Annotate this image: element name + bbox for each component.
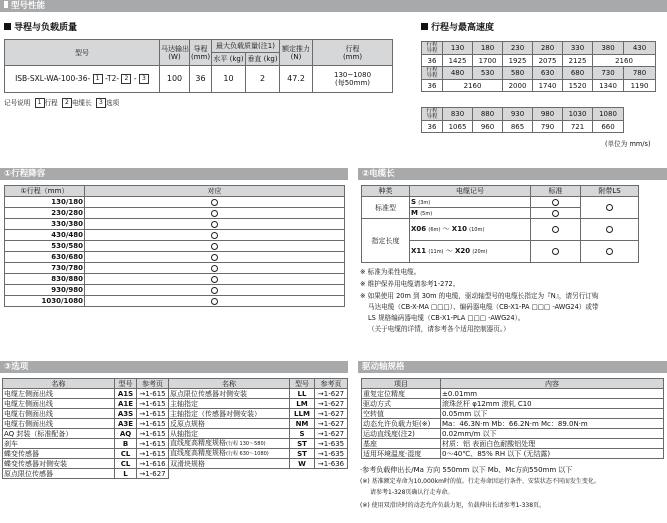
option-code: CL [115,449,137,459]
option-page: →1-627 [315,419,348,429]
option-page: →1-615 [137,429,169,439]
cable-code-m: M (5m) [410,208,531,219]
cable-code-x06-x10: X06 (6m) ～ X10 (10m) [410,219,531,241]
spec-content: ±0.01mm [441,389,664,399]
circle-icon [211,276,218,283]
option-page: →1-627 [315,399,348,409]
circle-icon [606,248,613,255]
option-name: 主轴指定 [169,399,290,409]
header-name: 名称 [3,379,115,389]
stroke-row: 830/880 [5,274,85,285]
drive-note: 请参考1-328页确认行走寿命。 [370,489,454,496]
cable-note: 马达电缆（CB-X-MA □□□）、编码器电缆（CB-X1-PA □□□ -AWG24）或带 [368,303,599,311]
option-code: W [290,459,315,469]
vertical-value: 2 [246,66,280,93]
lead-cell: 36 [422,80,443,92]
spec-item: 空转值 [362,409,441,419]
header-page: 参考页 [315,379,348,389]
option-code: L [115,469,137,479]
stroke-cell: 580 [503,67,533,80]
option-name: 蝶变传感器 [3,449,115,459]
support-cell [85,285,345,296]
header-vertical: 垂直 (kg) [246,53,280,66]
stroke-cell: 330 [563,42,593,55]
standard-type: 标准型 [362,197,410,219]
option-name: 原点限位传感器 [3,469,115,479]
option-name: AQ 封装（标准配备） [3,429,115,439]
stroke-cell: 630 [533,67,563,80]
spec-item: 动态允许负载力矩(※) [362,419,441,429]
stroke-cell: 230 [503,42,533,55]
option-code: A3E [115,419,137,429]
section-header-model-perf: 型号性能 [0,0,667,12]
header-code: 电缆记号 [410,186,531,197]
spec-content: 0.05mm 以下 [441,409,664,419]
stroke-cell: 180 [473,42,503,55]
header-horizontal: 水平 (kg) [212,53,246,66]
thrust-value: 47.2 [280,66,313,93]
speed-cell: 2075 [533,55,563,67]
speed-cell: 960 [473,121,503,133]
header-code: 型号 [290,379,315,389]
option-name: 反原点规格 [169,419,290,429]
stroke-row: 530/580 [5,241,85,252]
lead-cell: 36 [422,55,443,67]
circle-icon [606,226,613,233]
option-page: →1-615 [137,439,169,449]
cable-note: ※ 标准为柔性电缆。 [360,268,421,276]
stroke-row: 130/180 [5,197,85,208]
option-page: →1-627 [315,429,348,439]
horizontal-value: 10 [212,66,246,93]
drive-note: (※) 使用双滑块时的动态允许负载力矩，负载伸出长请参考1-338页。 [360,502,546,509]
stroke-row: 430/480 [5,230,85,241]
support-cell [85,219,345,230]
stroke-row: 330/380 [5,219,85,230]
option-name: 直线度高精度规格(行程 630～1080) [169,449,290,459]
cable-code-x11-x20: X11 (11m) ～ X20 (20m) [410,241,531,263]
header-stroke-mm: ①行程（mm） [5,186,85,197]
cable-note: LS 规格编码器电缆（CB-X1-PLA □□□ -AWG24）。 [368,314,525,322]
speed-cell: 2000 [503,80,533,92]
standard-cell [531,241,581,263]
header-name: 名称 [169,379,290,389]
stroke-cell: 730 [593,67,624,80]
header-support: 对应 [85,186,345,197]
option-page: →1-616 [137,459,169,469]
circle-icon [606,204,613,211]
stroke-cell: 680 [563,67,593,80]
cable-note: ※ 维护保养用电缆请参考1-272。 [360,280,460,288]
cable-table [361,185,639,263]
speed-cell: 865 [503,121,533,133]
stroke-value: 130~1080 (每50mm) [313,66,393,93]
spec-item: 驱动方式 [362,399,441,409]
speed-cell: 1065 [443,121,473,133]
circle-icon [211,287,218,294]
option-page: →1-615 [137,399,169,409]
stroke-cell: 1030 [563,108,593,121]
drive-note: ·参考负载伸出长/Ma 方向 550mm 以下 Mb、Mc方向550mm 以下 [360,466,573,474]
support-cell [85,197,345,208]
spec-content: 材质：铝 表面白色耐酸铝处理 [441,439,664,449]
option-name: 电缆右侧面出线 [3,409,115,419]
header-page: 参考页 [137,379,169,389]
header-stroke: 行程 (mm) [313,40,393,66]
circle-icon [211,254,218,261]
spec-content: Ma：46.3N·m Mb：66.2N·m Mc：89.0N·m [441,419,664,429]
stroke-cell: 780 [624,67,656,80]
option-name: 双滑块规格 [169,459,290,469]
option-name: 电缆左侧面出线 [3,389,115,399]
stroke-reduction-table [4,185,345,307]
stroke-cell: 380 [593,42,624,55]
lead-cell: 36 [422,121,443,133]
stroke-row: 1030/1080 [5,296,85,307]
option-name: 电缆右侧面出线 [3,419,115,429]
support-cell [85,230,345,241]
lead-load-table [4,39,393,93]
option-code: A1S [115,389,137,399]
support-cell [85,274,345,285]
speed-cell: 2160 [593,55,656,67]
drive-spec-table [361,378,664,459]
option-code: A1E [115,399,137,409]
spec-item: 重复定位精度 [362,389,441,399]
speed-cell: 1520 [563,80,593,92]
circle-icon [211,243,218,250]
spec-content: 滚珠丝杆 φ12mm 滚轧 C10 [441,399,664,409]
stroke-label-cell: 行程 导程 [422,108,443,121]
option-name: 原点限位传感器对侧安装 [169,389,290,399]
ls-cell [581,219,639,241]
circle-icon [211,265,218,272]
header-lead: 导程 (mm) [190,40,212,66]
options-table-left [2,378,169,479]
standard-cell [531,219,581,241]
stroke-row: 230/280 [5,208,85,219]
lead-value: 36 [190,66,212,93]
option-name: 刹车 [3,439,115,449]
header-motor: 马达输出 (W) [160,40,190,66]
header-code: 型号 [115,379,137,389]
standard-cell [531,197,581,208]
stroke-speed-table [421,41,656,92]
circle-icon [211,232,218,239]
support-cell [85,241,345,252]
option-page: →1-635 [315,439,348,449]
circle-icon [552,199,559,206]
speed-cell: 1190 [624,80,656,92]
speed-cell: 1425 [443,55,473,67]
stroke-cell: 830 [443,108,473,121]
option-page: →1-636 [315,459,348,469]
stroke-cell: 980 [533,108,563,121]
section-header-cable-length: ②电缆长 [358,168,667,180]
ls-cell [581,197,639,219]
header-standard: 标准 [531,186,581,197]
circle-icon [211,210,218,217]
spec-item: 运动直线度(注2) [362,429,441,439]
spec-content: 0～40℃、85% RH 以下 (无结露) [441,449,664,459]
option-name: 电缆左侧面出线 [3,399,115,409]
adjustable-type: 指定长度 [362,219,410,263]
spec-item: 基座 [362,439,441,449]
option-page: →1-615 [137,389,169,399]
option-code: LLM [290,409,315,419]
option-page: →1-627 [137,469,169,479]
stroke-cell: 530 [473,67,503,80]
section-header-stroke-reduction: ①行程降容 [0,168,348,180]
speed-cell: 1925 [503,55,533,67]
option-page: →1-635 [315,449,348,459]
ls-cell [581,241,639,263]
stroke-cell: 880 [473,108,503,121]
speed-cell: 660 [593,121,624,133]
support-cell [85,263,345,274]
section-header-options: ③选项 [0,361,348,373]
option-name: 从轴指定 [169,429,290,439]
speed-cell: 790 [533,121,563,133]
header-thrust: 额定推力 (N) [280,40,313,66]
options-table-right [168,378,348,469]
lead-load-title: 导程与负载质量 [4,23,77,34]
option-code: B [115,439,137,449]
option-code: AQ [115,429,137,439]
option-code: ST [290,439,315,449]
stroke-cell: 1080 [593,108,624,121]
option-page: →1-627 [315,389,348,399]
support-cell [85,252,345,263]
option-code: LM [290,399,315,409]
speed-unit: (单位为 mm/s) [605,140,651,148]
standard-cell [531,208,581,219]
cable-code-s: S (3m) [410,197,531,208]
stroke-row: 730/780 [5,263,85,274]
option-page: →1-615 [137,409,169,419]
speed-cell: 721 [563,121,593,133]
stroke-label-cell: 行程 导程 [422,67,443,80]
drive-note: (※) 基准额定寿命为10,000km时的值。行走寿命因运行条件、安装状态不同而发生变化。 [360,478,600,485]
option-code: ST [290,449,315,459]
circle-icon [211,221,218,228]
circle-icon [211,199,218,206]
header-type: 种类 [362,186,410,197]
speed-cell: 1700 [473,55,503,67]
stroke-cell: 480 [443,67,473,80]
stroke-cell: 430 [624,42,656,55]
speed-cell: 2125 [563,55,593,67]
legend: 记号说明 1 行程 2 电缆长 3 选项 [4,99,120,107]
circle-icon [552,210,559,217]
stroke-cell: 280 [533,42,563,55]
spec-item: 适用环境温度·湿度 [362,449,441,459]
header-model: 型号 [5,40,160,66]
stroke-speed-title: 行程与最高速度 [421,23,494,34]
section-header-drive-spec: 驱动轴规格 [358,361,667,373]
stroke-label-cell: 行程 导程 [422,42,443,55]
motor-value: 100 [160,66,190,93]
header-ls: 附带LS [581,186,639,197]
option-page: →1-615 [137,449,169,459]
option-name: 直线度高精度规格(行程 130～580) [169,439,290,449]
option-page: →1-615 [137,419,169,429]
header-content: 内容 [441,379,664,389]
cable-note: ※ 如果使用 20m 到 30m 的电缆，驱动轴型号的电缆长指定为『N』，请另行订购 [360,292,599,300]
option-code: NM [290,419,315,429]
speed-cell: 1740 [533,80,563,92]
speed-cell: 1340 [593,80,624,92]
stroke-row: 930/980 [5,285,85,296]
option-page: →1-627 [315,409,348,419]
circle-icon [552,226,559,233]
option-name: 主轴指定（传感器对侧安装） [169,409,290,419]
header-max-load: 最大负载质量(注1) [212,40,280,53]
stroke-speed-table-3 [421,107,624,133]
option-name: 蝶变传感器对侧安装 [3,459,115,469]
header-item: 项目 [362,379,441,389]
option-code: CL [115,459,137,469]
stroke-cell: 130 [443,42,473,55]
speed-cell: 2160 [443,80,503,92]
stroke-row: 630/680 [5,252,85,263]
circle-icon [211,298,218,305]
cable-note: （关于电缆的详情，请参考各个适用控制器页。） [368,325,510,333]
option-code: LL [290,389,315,399]
support-cell [85,296,345,307]
model-code: ISB-SXL-WA-100-36- 1 -T2- 2 - 3 [5,66,160,93]
option-code: A3S [115,409,137,419]
spec-content: 0.02mm/m 以下 [441,429,664,439]
support-cell [85,208,345,219]
circle-icon [552,248,559,255]
stroke-cell: 930 [503,108,533,121]
option-code: S [290,429,315,439]
